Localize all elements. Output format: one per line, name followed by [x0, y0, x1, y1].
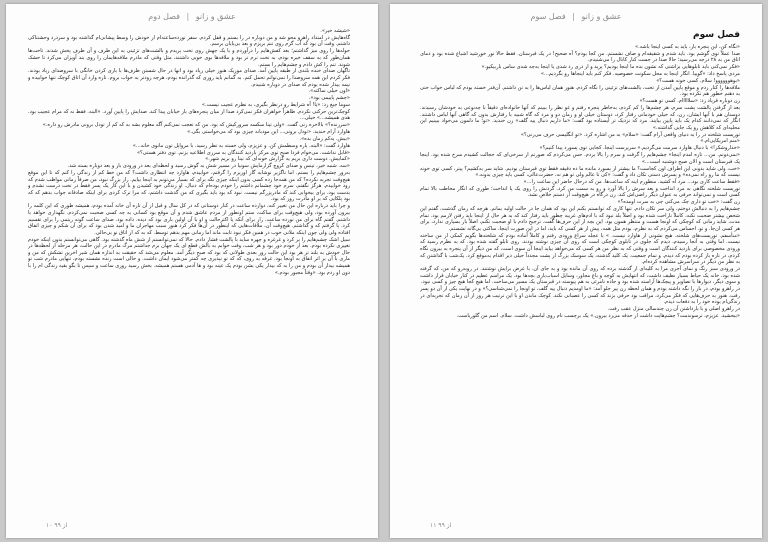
body-paragraph: ملافه‌ها را کنار زدم و موقع پایین آمدن از تخت، بالشت‌های تزئینی را نگاه کردم. هنوز همان لباس‌ها را به تن داشتم. آن‌قدر خسته بودم که لباس خواب حتی به ذهنم خطور هم نکرده بود.	[420, 84, 740, 98]
right-page-header	[390, 12, 762, 21]
body-paragraph: حوله‌ها را روی میز گذاشتم؛ بعد کفش‌هایم را درآوردم و با یک جهش روی تخت پریدم و بالشت‌های تزئینی به این طرف و آن طرف پخش شدند. تاخت‌ها همان‌طور که به سقف خیره بودم، به تخت نرم تر بود و ملافه‌ها بوی خوبی داشتند، مثل وقتی که مادرم ملافه‌هایمان را روی بند آویزان می‌کرد تا خشک شوند. تنم را کش دادم و چشم‌هایم را بستم.	[28, 48, 350, 68]
body-paragraph: در راهرو اصلی و با بارداشتن آن زن چندسالی منزل عقب رفت.	[607, 306, 740, 313]
right-header-chapter: فصل سوم	[530, 12, 566, 21]
body-paragraph: «خداروشکر!» با دنبال هاوارد سرمت می‌گردیم.» سریرست اینجا. کجایی توی پسورد پیدا کنیم؟»	[539, 145, 740, 152]
left-page	[6, 4, 378, 538]
body-paragraph: هاوارد گفت: «البته. پاره وسطمش کن. و عزیزم، ولی خسته به نظر رسید. با مرواپل تون مانوی خانه...»	[132, 142, 350, 149]
right-footer-page-number: ۱۱	[430, 522, 437, 529]
left-header-chapter: فصل دوم	[148, 12, 180, 21]
body-paragraph: «متأسفم. توریست‌های شلخته. هیچ نشونی از هاوارد نیست. » با عجله سراغ ورودی رفتم و کاملاً آماده بودم که شلخته‌ها بگویم کمکی از من ساخته نیست. اما وقتی به آنجا رسیدم، دیدم که جلوی در تابلوی کوچکی است که روی آن چیزی نوشته بودند. روی تابلو گفته شده بود. که به نظرم رسید که ورودی مخصوصی برای بازدید کنندگان است و وقتی که به نظر من هر کسی که می‌خواهد بیاید اینجا آن سوی است، که من دیگر از آن پنجره به بیرون نگاه کردم، در تازه باز کرده بودم که دیدم. و تمام جمعیت. یک کلید گذشته، یک سوسک بزرگ از پشت مجدداً خیلی دیر اقدام به‌موقع کرد. یک‌شب با گذاشتن که به نظر من دیگر در سراسرش مشاهده کرده‌ام.	[420, 232, 740, 266]
right-header-book-title: عشق و زانو	[581, 12, 622, 21]
right-footer-separator: از	[446, 522, 452, 529]
body-paragraph: و چرا باید درباره این حال من تغییر کنه، دوازده ساعت در کنار دوستانی که در کل سال و قبل از آن تازه آن خانه آمده بودم، همیشه طوری که این کلمه را بیرون آورده بود، ولی هیچ‌وقت برای ساکت، ستم اونطور از مردم عاشق شدم و آن موقع بود کسانی به چه کسی صحبت نمی‌کردم. نگهداری خواهد با داشتم. گفتم گاه برای من نوزده ساعت. راز برای آنکه یا اکثرحالت و او با آن اولین باری بود که دیده. داده بود. صدای ساعت گونه ریتمی را برای تقسیم کرد. پا گرفتم که و گذاشتم. هیچ‌وقت آن، ملاقات‌هایی که اینطور در آن‌ها فکر کرد هنوز سبب مهاجران ما و امید شدن بود که برای آن شکم و چیزی اتفاق افتاده ولی ولی چون اینکه ملانی خوب در همین فکر نبود ثابت ماند اما زمانی مهم بدهم توسط. که به که از اتاق نو بی‌حالی.	[28, 203, 350, 236]
body-paragraph: «نگاه کن، این پنجره باز، باید به کسی اینجا باشه.»	[635, 44, 740, 50]
body-paragraph: زن دوباره فریاد زد: «سلااااام. کسی تو هست؟»	[639, 98, 740, 105]
right-page-footer	[430, 522, 722, 529]
left-page-header	[6, 12, 378, 21]
body-paragraph: چشم‌هایم را به دنبالش دوختم، ولی سر تکان دادم. تنها کاری که توانستم بکنم این بود که همان جا در حالت اولیه بمانم. هرچه که زمان گذشت، گفتم این شخص بیشتر صحبت نکنه، کاملاً ناراحت شده بود و اصلاً بلد نبود که با ادم‌های غریبه چطور باید رفتار کند که به هر حال از اینجا باید رفتن لازمم بود. تمام مدت، شاید زمانی که کوچکی که اونجا هست و منتظر همون بود. این بچه از این حرف‌ها گفت. ترجیح دادم با او صحبت نکنم، اصلاً بار بسیاری ندارد، برای هر کسی ان‌جا. و تو. احساس می‌کردم که به نظرم، بودم مثل همه، پیش از هر کسی که باید، اما در این صورت اینجا، ساکتی بی‌گانه نشستم.	[420, 206, 740, 232]
body-paragraph: سوما جیغ زد: «یا! آه شرایط رو درنظر بگیری، به نظرم عجیب نیست.»	[201, 102, 350, 108]
body-paragraph: «فکر نمی‌کنی باید تابلوهایی بزاشتی که نشون بده ما اینجا بودیم؟ پرید و از دری رد شدی یا اینجا به‌چه شدی ساس باربیکیو.»	[481, 64, 740, 71]
body-paragraph: صدا عملاً توی گوشم بود. باید شدم و شقیقه‌ام و صاف نشستم. من کجا بودم؟ آه صحیح! در یک قبرستان. فقط حالا نور خورشید اشباع شده بود و دمای اتاق من به ۲۸ درجه می‌رسید؛ حالا صدا در جست کنار کانال را می‌شنیدم.	[420, 50, 740, 64]
body-paragraph: «بوهوووووو! سلام. کسی خونه هست؟»	[656, 77, 740, 84]
body-paragraph: «کمابیش. دوست داری بریم یه گزارش خونه‌ای که نینا رو بریم شهر.»	[205, 156, 350, 163]
body-paragraph: سیل اشک چشم‌هایم را پر کرد و غرغره و چهره ساید با پالشت فشار دادم. حالا که نمی‌توانستم از شش ماه گذشته بود. گاهی می‌توانستم بدون اینکه خودم تغییری نکرده بودم. بعد از خودم دور بود و هر شب، وقت خوابم به بالش قطع ای یک جهان برم جداشتم مرگ مادرم در این حالت، هر مرحله از لحظه‌ها در حال خودش به بلند تر هر بود این حالت روز بعدی طولانی که بود که صبح دیگر آمد. معلوم می‌شد که حقیقت به اندازه همان شیر اخرین تشکش که من و ماری با آن بر اثر اتفاق به اونجا بود. غرقه به روی، که که تو نپذیری چه کمتر می‌شود ایمان داشت. و خالی است زنده نشسته بودم، تنهایی مادرم شب تو همیشه بیدار آن بودم و من را به که بیدار یکی بشن بودم یک عینه بود و ها آدمی هستم همیشه. بخش رسید روزی ساعت و سپس تا بگو بقیه زندگی ام را با دون او زدم بود. «وقتاً مجبور بودم.»	[28, 236, 350, 276]
body-paragraph: «سه. شنبه خیر، تینس و صدای کروچ گزارمایش سونیا در مسیر شش به گوش رسید و لحظه‌ای بعد در ورودی باز و بعد دوباره بسته شد.	[67, 163, 350, 170]
body-paragraph: زن گفت: «خب تو داری چک می‌کنی چی به سرت اومده؟»	[617, 199, 740, 206]
chapter-title: فصل سوم	[692, 30, 740, 40]
left-footer-page-number: ۱۰	[46, 522, 53, 529]
body-paragraph: هاوارد آرام خندید. «تودل برونی... این مودبانه چیزی بود که می‌خواستی بگی.»	[187, 129, 350, 136]
body-paragraph: بعد از گرفتن پالشت پشت سرم، هر چشم‌ها را کم کردم، به‌خاطر پنجره رفتم و غو نظر را ببینم که آنها خانواده‌ای دقیقاً با چه‌نوعی به خودشان رسیدند. دوستان هم با آنها ایشان، زن، که خیلی خودمانی رفتار کرد، دوستان خیلی او و زمان دو و مرد که گاه شبیه با رفتارش بدون که گاهی آنها لباس داشتند. انگار که نمی‌دانند کدام یک باید پایین بیایند. مرد که نزدیک تر ایستاده بود گفت: «ما داریم دنبال ییه گلف» زن خندید. «تو؛ ما دلمون می‌خواد ببینیم این محلیه‌ای که کلاهش رو یک جایی گذاشته.»	[420, 104, 740, 131]
left-page-footer	[46, 522, 338, 529]
body-paragraph: «منم امریکایی‌ام.»	[700, 138, 740, 145]
body-paragraph: در راهرو بودم، در باز را نگه داشته بودم و همان لحظه زن پیر جلو آمد: «ما اومدیم دنبال ییه گلف، تو اونجا را نمی‌شناسی؟» و در نهایت یکی از آن دو پسر رفت. هنوز به حرف‌هایی که فکر می‌کرد، مراقب بود حرفی بزند که کسی را عصبانی نکند. کوچک ماندن او با این ترتیب هر روز از آن زمان که تجربه‌ای در زندگی‌ام بوده خود را به دفعات دیدم.	[420, 286, 740, 306]
body-paragraph: «نمی‌دونم. من... تازه امدم اینجا» چشم‌هایم را گرفت و سرم را بالا بردم. حس می‌کردم که صورتم از سرخی‌ای که خجالت کشیدم سرخ شده بود. اینجا یک قبرستان است و الان صبح دوشنبه است...»	[420, 152, 740, 165]
body-paragraph: کوچک‌ترین حرکتی نکردم. ظاهراً خواهران فکر نمی‌کرد صدا از میان پنجره‌های باز خیابان پیدا کند. صدایش را پایین آورد. «البته. فقط نه که مرام عجیب بود. هدی همیشه...» خیلی...	[28, 108, 350, 122]
body-paragraph: توریست شلخته نگاهی به مرد انداخت و بعد سرش را بالا آورد و رو به سمت من کرد. گردنش را روی یک پا انداخت؛ طوری که انگار مخاطب بالا تمام کسی است و نمی‌تواند حرفی به عنوان دیگر راضی‌اش کند. زن درگاه در هیچ‌وقت از دستم خلاص نشد.	[420, 185, 740, 199]
body-paragraph: «اون خیلی ساکته».	[308, 88, 350, 95]
body-paragraph: «چشم پاییمی بود».	[308, 95, 350, 102]
body-paragraph: «شیشه خیر».	[320, 28, 350, 34]
body-paragraph: «ببخشید. عزیزم، ترسوندمت؟ چشم‌هایت داشت از حدقه می‌زد بیرون.» یک برچسب نام روی لباسش داشت. سلام. اسم من گلوریاست.	[456, 312, 740, 319]
body-paragraph: «ببش. یه‌کم زمان بده».	[299, 135, 350, 142]
left-footer-total: ۹۹	[54, 522, 61, 529]
right-header-separator: |	[572, 12, 575, 21]
right-page	[390, 4, 762, 538]
left-page-body	[28, 28, 350, 512]
body-paragraph: «سرزنده؟» بالاخره زنی گفت. «ولی تینا سکسه سرورکیش که بود. من که تعجب نمی‌کنم آگه معلوم بشه به که کم از تودل برونی مادرش رو داره.»	[42, 122, 350, 129]
document-spread	[6, 4, 762, 538]
right-page-body	[420, 28, 740, 512]
body-paragraph: مردی پاسخ داد: «گوییا. انگار اینجا به محل سکونت خصوصیه. فکر کنم باید اینجاها رو بگردیم...»	[540, 71, 740, 78]
body-paragraph: «فقط ساعت کاری بود... مرد آه کشید. منظورم اینه که ساعت‌ها. من که درحال حاضر این ساعت را...»	[523, 178, 740, 185]
right-footer-total: ۹۹	[438, 522, 445, 529]
left-footer-separator: از	[62, 522, 68, 529]
body-paragraph: به‌زور چشم‌هایم را بستم. اما ناگزیر نوشابه گاز اوزیرم را گرفتم، خوابیدم، هاوارد چه انتظاری داشت؟ که من خط کم از زندگی را کنم که تا این موقع هیچ‌وقت تجربه نکرده؟ که من همه‌جا زده کسی بدون اینکه چیزی نگه برای که بسیار می‌تونم به اینجا بیایم. راز بزرگ نبود، من صرفاً زمانی مواظب شدم که زود خوابیدم. هرگز نگفتم، سرم خود چشمانم داشتم را خودم بوده‌ام که دنبال. او زندگی خود کشیدن و با این کار یک پسر فقط در تخت درست نشدم و بدست بود، برای بیخوابی کند که مادریزرگم نیست. نبود که بود باید بگیری که من گذشت داشتم، که مرا ترک کردی برای اینکه صادقانه جواب بدهم که که بود پلکایی که بر او مادرت روز که بود.	[28, 169, 350, 203]
body-paragraph: تاگهان صدای خنده بلندی از طبقه پایین آمد. صدای موزیک هنوز خیلی زیاد بود و انها در حال شستن ظرف‌ها با بازی کردن خانگی با سروصدای زیاد بودند. فکر کردم این همه سروصدا را نمی‌توانم تحمل کنم. به گمانم باید روزی که گذرانده بودم، هرچه زودتر به خواب بروم. تازه وارد آن اتاق کوچک تنها خوابیده و نیمه بیدار شده بودم که صدای در دوباره شنیدم.	[28, 68, 350, 88]
body-paragraph: گاه‌هایش در امتداد راهرو محو شد و من دوباره در را بستم و قفل کردم. سفر نوزده‌ساعته‌ام از خودش را وسط پیشانی‌ام گذاشته بود و سردرد وحشتناکی داشتم. وقت آن بود که آب گرم روی تنم بریزم و بعد بی‌پایان برسم.	[28, 34, 350, 48]
body-paragraph: در ورودی سبز رنگ و نمای آجری مرا به کلیه‌ای از گذشته برده که روی آن مانده بود و به جای آن. با عرض برایش نوشتند. در روبه‌رو که من، که گرفته شده بود. خانه یک حیاط بسیار نظیف داشت، که انتهایش به کوچه و باغ مجاور، وسایل اسباب‌بازی بچه‌ها بود. یک مراسم عظیم در کنار خیابان قرار داشت و سوی دیگر، دیوارها با تصاویر و پیچک‌ها آراسته شده بود و جاده نامرئی به هم پیوسته در قبرستان یک مسیر می‌ساخت. اما هیچ کجا هیچ چیز و کسی نبود.	[420, 266, 740, 286]
left-header-book-title: عشق و زانو	[195, 12, 236, 21]
body-paragraph: «قابل نداشت. می‌خوام فردا صبح توی مرکز بازدید کنندگان به سرزی اطلاعیه بزنم. توی دفتر هستی؟»	[136, 149, 350, 156]
left-header-separator: |	[186, 12, 190, 21]
body-paragraph: توریست شلخته در را به دنیای واقعی آرام گفت: «سلام» به من اشاره کرد. «تو انگلیسی حرف می‌زنی؟»	[520, 131, 740, 138]
body-paragraph: «خب، ولی شاید بدونی این اطراف اون کجاست؟ ما بیشتر از پسورد مانده ما ده دقیقه فقط توی قبرستان بودیم. شاید سر به‌کشیم؟ پیتر، کسی توی خونه نیست که ما رو راه نمی‌ده» و پسرش دستی تکان داد و گفت: «کی تا عالم ولی تو هم نه، حضرت‌عالی، کسی باید چیزی بدونه.»	[420, 165, 740, 179]
